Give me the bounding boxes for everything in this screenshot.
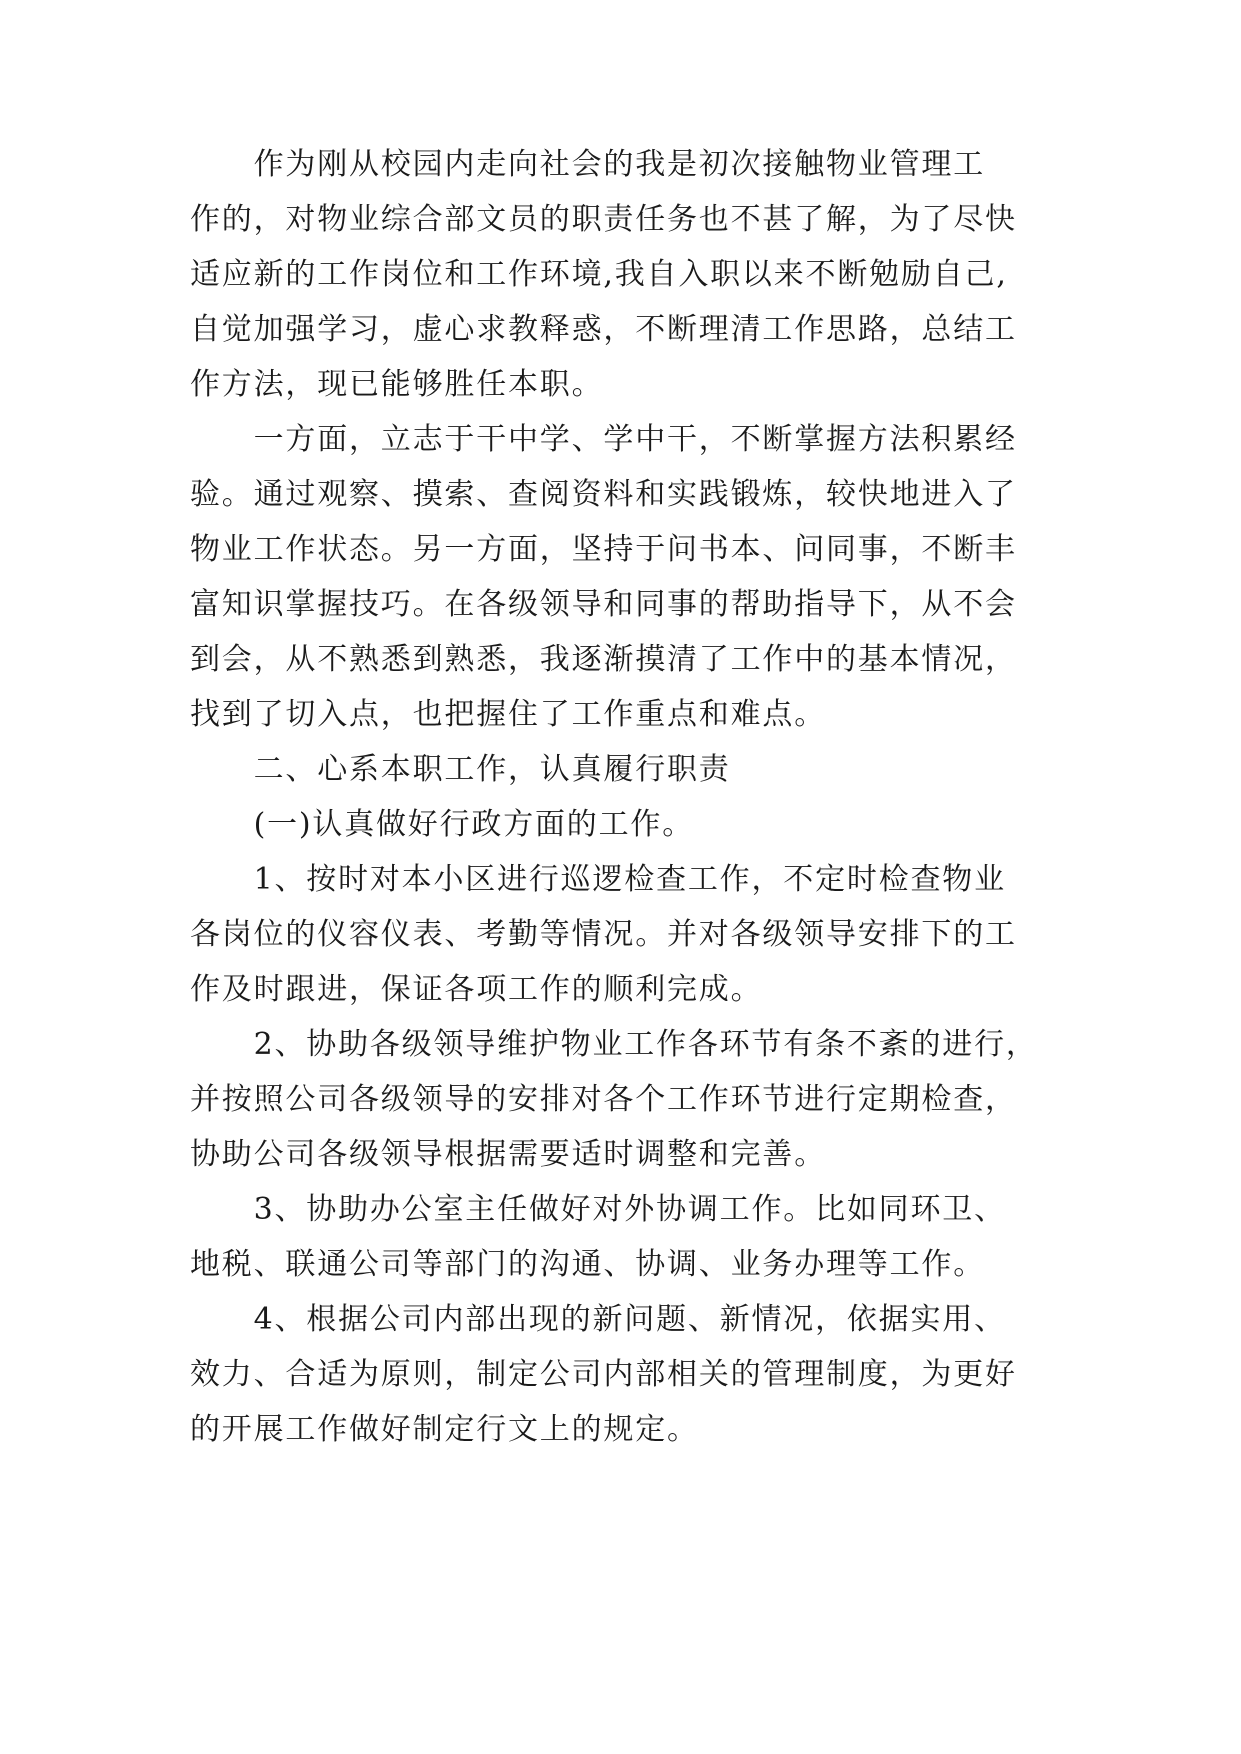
text-line: 4、根据公司内部出现的新问题、新情况，依据实用、 [190,1302,1006,1337]
text-line: 物业工作状态。另一方面，坚持于问书本、问同事，不断丰 [190,532,1017,567]
text-line: 协助公司各级领导根据需要适时调整和完善。 [190,1137,826,1172]
text-line: 自觉加强学习，虚心求教释惑，不断理清工作思路，总结工 [190,312,1017,347]
text-line: 各岗位的仪容仪表、考勤等情况。并对各级领导安排下的工 [190,917,1017,952]
text-line: 富知识掌握技巧。在各级领导和同事的帮助指导下，从不会 [190,587,1017,622]
text-line: 3、协助办公室主任做好对外协调工作。比如同环卫、 [190,1192,1006,1227]
subsection-heading: (一)认真做好行政方面的工作。 [190,807,695,842]
text-line: 作为刚从校园内走向社会的我是初次接触物业管理工 [190,147,985,182]
text-line: 作方法，现已能够胜任本职。 [190,367,604,402]
text-line: 2、协助各级领导维护物业工作各环节有条不紊的进行， [190,1027,1038,1062]
text-line: 1、按时对本小区进行巡逻检查工作，不定时检查物业 [190,862,1006,897]
section-heading: 二、心系本职工作，认真履行职责 [190,752,731,787]
text-line: 适应新的工作岗位和工作环境,我自入职以来不断勉励自己, [190,257,1008,292]
text-line: 作的，对物业综合部文员的职责任务也不甚了解，为了尽快 [190,202,1017,237]
text-line: 到会，从不熟悉到熟悉，我逐渐摸清了工作中的基本情况， [190,642,1017,677]
text-line: 并按照公司各级领导的安排对各个工作环节进行定期检查， [190,1082,1017,1117]
text-line: 一方面，立志于干中学、学中干，不断掌握方法积累经 [190,422,1017,457]
text-line: 的开展工作做好制定行文上的规定。 [190,1412,699,1447]
text-line: 效力、合适为原则，制定公司内部相关的管理制度，为更好 [190,1357,1017,1392]
text-line: 验。通过观察、摸索、查阅资料和实践锻炼，较快地进入了 [190,477,1017,512]
text-line: 作及时跟进，保证各项工作的顺利完成。 [190,972,763,1007]
text-line: 找到了切入点，也把握住了工作重点和难点。 [190,697,826,732]
text-line: 地税、联通公司等部门的沟通、协调、业务办理等工作。 [190,1247,985,1282]
